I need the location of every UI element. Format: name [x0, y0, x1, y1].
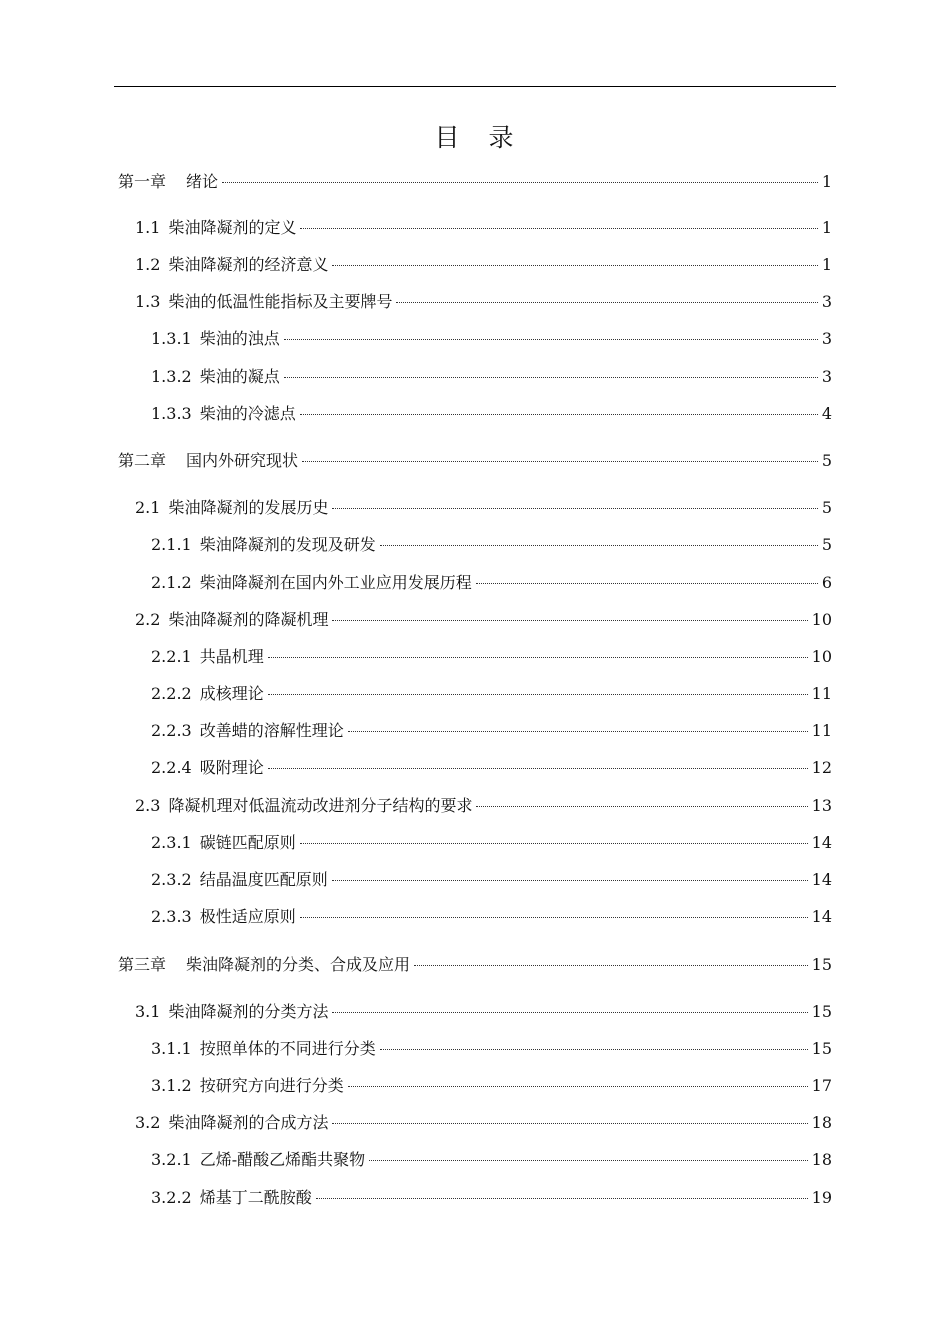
toc-entry[interactable] — [151, 869, 832, 891]
toc-entry[interactable] — [151, 832, 832, 854]
toc-entry-number: 2.1 — [135, 498, 161, 517]
toc-entry-number: 1.2 — [135, 255, 161, 274]
toc-entry-title: 柴油降凝剂的定义 — [168, 218, 297, 237]
toc-entry[interactable] — [151, 1075, 832, 1097]
toc-leader-dots — [300, 413, 818, 415]
toc-entry-page: 18 — [811, 1113, 832, 1132]
toc-entry[interactable] — [151, 720, 832, 742]
toc-leader-dots — [369, 1159, 808, 1161]
toc-entry[interactable] — [135, 1001, 832, 1023]
toc-entry-title: 柴油降凝剂的分类方法 — [168, 1002, 329, 1021]
toc-entry[interactable] — [151, 1149, 832, 1171]
toc-entry-page: 10 — [811, 610, 832, 629]
toc-entry-page: 15 — [811, 1002, 832, 1021]
toc-entry[interactable] — [151, 906, 832, 928]
toc-entry-title: 柴油的浊点 — [199, 329, 280, 348]
toc-entry-title: 柴油的凝点 — [199, 367, 280, 386]
toc-entry[interactable] — [118, 954, 832, 976]
toc-leader-dots — [476, 582, 818, 584]
toc-leader-dots — [332, 879, 808, 881]
toc-entry-page: 4 — [821, 404, 832, 423]
toc-leader-dots — [268, 767, 808, 769]
toc-leader-dots — [316, 1197, 808, 1199]
toc-entry[interactable] — [135, 217, 832, 239]
toc-entry-page: 14 — [811, 833, 832, 852]
toc-entry-number: 3.1.2 — [151, 1076, 192, 1095]
toc-entry[interactable] — [151, 1187, 832, 1209]
toc-entry-number: 第三章 — [118, 955, 167, 974]
toc-entry-page: 1 — [821, 255, 832, 274]
toc-entry[interactable] — [151, 683, 832, 705]
toc-entry-title: 柴油的冷滤点 — [199, 404, 296, 423]
toc-entry-number: 1.3.2 — [151, 367, 192, 386]
toc-leader-dots — [284, 338, 818, 340]
toc-entry-number: 3.2.2 — [151, 1188, 192, 1207]
toc-entry-number: 1.1 — [135, 218, 161, 237]
toc-entry-title: 按照单体的不同进行分类 — [199, 1039, 376, 1058]
toc-entry-title: 结晶温度匹配原则 — [199, 870, 328, 889]
toc-leader-dots — [300, 227, 817, 229]
toc-entry-number: 1.3.1 — [151, 329, 192, 348]
toc-entry-number: 2.2.4 — [151, 758, 192, 777]
toc-entry-number: 2.2.3 — [151, 721, 192, 740]
toc-entry-page: 1 — [821, 172, 832, 191]
toc-entry-page: 12 — [811, 758, 832, 777]
toc-entry-title: 柴油降凝剂的降凝机理 — [168, 610, 329, 629]
toc-leader-dots — [268, 656, 808, 658]
toc-entry-page: 5 — [821, 535, 832, 554]
toc-entry-title: 碳链匹配原则 — [199, 833, 296, 852]
toc-entry-title: 烯基丁二酰胺酸 — [199, 1188, 312, 1207]
toc-entry-number: 2.2.2 — [151, 684, 192, 703]
toc-entry-page: 19 — [811, 1188, 832, 1207]
toc-entry-page: 14 — [811, 907, 832, 926]
toc-entry-page: 3 — [821, 292, 832, 311]
page-title: 目 录 — [434, 123, 516, 152]
toc-entry-title: 柴油降凝剂在国内外工业应用发展历程 — [199, 573, 472, 592]
toc-entry-number: 2.3.2 — [151, 870, 192, 889]
toc-leader-dots — [348, 730, 808, 732]
toc-entry[interactable] — [135, 254, 832, 276]
toc-leader-dots — [332, 619, 807, 621]
toc-leader-dots — [302, 460, 818, 462]
toc-leader-dots — [332, 1122, 807, 1124]
toc-entry[interactable] — [151, 1038, 832, 1060]
toc-entry-page: 11 — [811, 721, 832, 740]
toc-entry-number: 2.1.1 — [151, 535, 192, 554]
toc-leader-dots — [414, 964, 808, 966]
toc-leader-dots — [332, 1011, 807, 1013]
toc-entry-title: 柴油的低温性能指标及主要牌号 — [168, 292, 393, 311]
toc-entry-number: 2.1.2 — [151, 573, 192, 592]
toc-entry[interactable] — [151, 646, 832, 668]
toc-leader-dots — [348, 1085, 808, 1087]
toc-entry-title: 降凝机理对低温流动改进剂分子结构的要求 — [168, 796, 473, 815]
toc-entry-number: 3.2.1 — [151, 1150, 192, 1169]
toc-entry-page: 6 — [821, 573, 832, 592]
toc-entry[interactable] — [151, 572, 832, 594]
toc-entry-title: 吸附理论 — [199, 758, 264, 777]
toc-entry[interactable] — [118, 450, 832, 472]
toc-entry-title: 国内外研究现状 — [186, 451, 299, 470]
toc-entry-number: 2.3.1 — [151, 833, 192, 852]
toc-entry-page: 3 — [821, 329, 832, 348]
toc-leader-dots — [476, 805, 807, 807]
toc-entry-number: 2.3.3 — [151, 907, 192, 926]
toc-entry-title: 按研究方向进行分类 — [199, 1076, 344, 1095]
toc-entry-number: 3.2 — [135, 1113, 161, 1132]
toc-entry[interactable] — [135, 497, 832, 519]
toc-entry-title: 柴油降凝剂的分类、合成及应用 — [186, 955, 411, 974]
toc-entry-page: 10 — [811, 647, 832, 666]
toc-entry-number: 3.1 — [135, 1002, 161, 1021]
toc-entry-page: 18 — [811, 1150, 832, 1169]
toc-entry[interactable] — [135, 609, 832, 631]
toc-entry-number: 第二章 — [118, 451, 167, 470]
toc-entry-title: 柴油降凝剂的合成方法 — [168, 1113, 329, 1132]
toc-leader-dots — [268, 693, 808, 695]
toc-entry[interactable] — [151, 534, 832, 556]
toc-entry-number: 2.2 — [135, 610, 161, 629]
toc-entry-page: 3 — [821, 367, 832, 386]
toc-entry[interactable] — [118, 171, 832, 193]
toc-entry-page: 5 — [821, 498, 832, 517]
toc-entry-title: 绪论 — [186, 172, 219, 191]
toc-leader-dots — [332, 507, 817, 509]
toc-entry-page: 1 — [821, 218, 832, 237]
toc-entry-title: 改善蜡的溶解性理论 — [199, 721, 344, 740]
toc-entry[interactable] — [151, 757, 832, 779]
toc-entry-page: 13 — [811, 796, 832, 815]
toc-leader-dots — [380, 544, 818, 546]
toc-leader-dots — [396, 301, 817, 303]
toc-leader-dots — [222, 181, 818, 183]
toc-entry-page: 11 — [811, 684, 832, 703]
toc-entry-page: 15 — [811, 955, 832, 974]
toc-leader-dots — [300, 916, 808, 918]
toc-entry-number: 2.2.1 — [151, 647, 192, 666]
toc-entry-number: 1.3 — [135, 292, 161, 311]
toc-entry[interactable] — [151, 403, 832, 425]
toc-entry-number: 第一章 — [118, 172, 167, 191]
toc-entry-page: 17 — [811, 1076, 832, 1095]
toc-entry[interactable] — [151, 328, 832, 350]
toc-entry-number: 1.3.3 — [151, 404, 192, 423]
toc-entry[interactable] — [135, 1112, 832, 1134]
toc-entry-title: 成核理论 — [199, 684, 264, 703]
toc-entry-page: 14 — [811, 870, 832, 889]
toc-entry-title: 柴油降凝剂的发现及研发 — [199, 535, 376, 554]
toc-entry[interactable] — [135, 291, 832, 313]
toc-entry-title: 柴油降凝剂的经济意义 — [168, 255, 329, 274]
toc-entry-title: 共晶机理 — [199, 647, 264, 666]
toc-leader-dots — [380, 1048, 808, 1050]
toc-entry-number: 3.1.1 — [151, 1039, 192, 1058]
toc-entry-page: 5 — [821, 451, 832, 470]
toc-leader-dots — [284, 376, 818, 378]
toc-entry[interactable] — [135, 795, 832, 817]
toc-leader-dots — [300, 842, 808, 844]
toc-entry-page: 15 — [811, 1039, 832, 1058]
toc-entry-title: 极性适应原则 — [199, 907, 296, 926]
toc-entry[interactable] — [151, 366, 832, 388]
toc-entry-number: 2.3 — [135, 796, 161, 815]
toc-entry-title: 柴油降凝剂的发展历史 — [168, 498, 329, 517]
toc-leader-dots — [332, 264, 817, 266]
toc-entry-title: 乙烯-醋酸乙烯酯共聚物 — [199, 1150, 366, 1169]
